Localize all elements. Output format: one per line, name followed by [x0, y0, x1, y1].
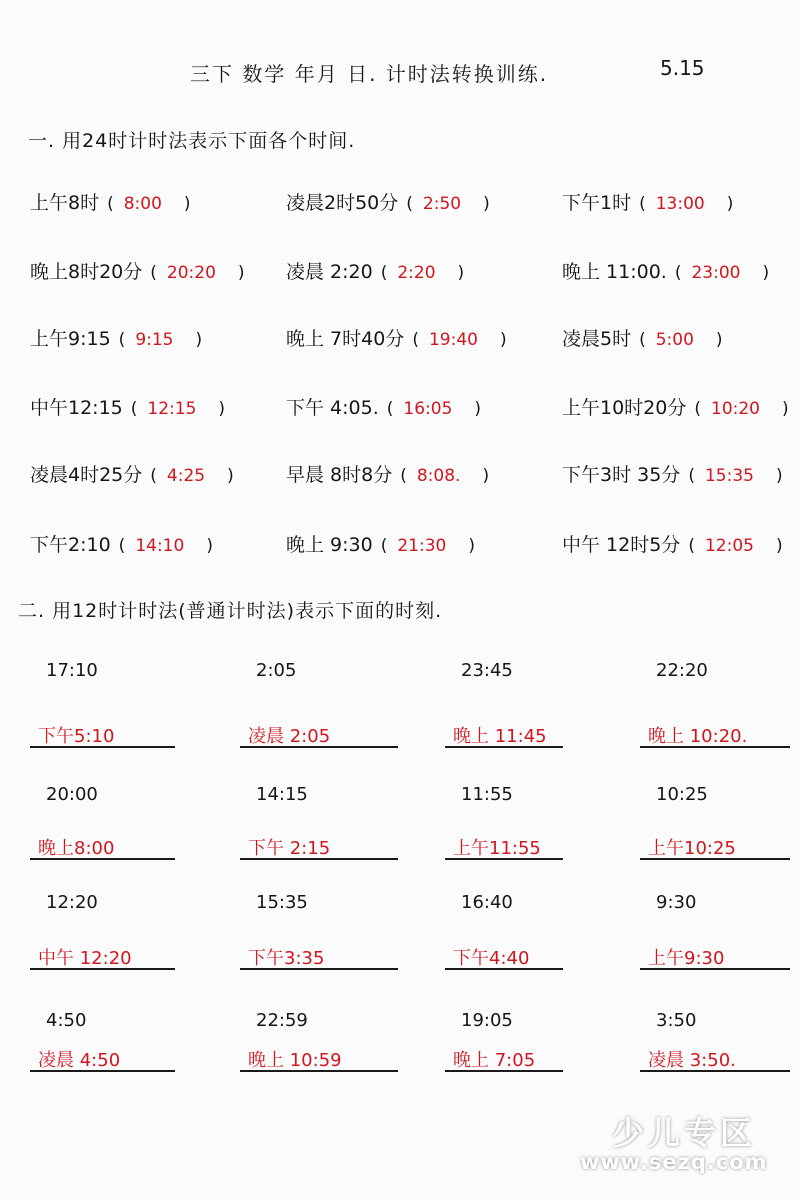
question-time-text: 晚上8时20分 — [30, 261, 143, 283]
question-time-text: 中午 12时5分 — [562, 534, 681, 556]
close-paren: ) — [775, 536, 783, 556]
conversion-item-24h — [286, 530, 475, 557]
open-paren: ( — [386, 399, 394, 419]
answer-underline — [640, 858, 790, 860]
conversion-item-24h — [30, 530, 213, 557]
given-24h-time: 11:55 — [461, 784, 513, 805]
close-paren: ) — [237, 263, 245, 283]
section-1-heading: 一. 用24时计时法表示下面各个时间. — [28, 130, 356, 152]
given-24h-time: 9:30 — [656, 892, 697, 913]
question-time-text: 上午10时20分 — [562, 397, 687, 419]
close-paren: ) — [468, 536, 475, 556]
conversion-item-24h — [286, 393, 481, 420]
handwritten-answer-12h: 晚上 11:45 — [453, 726, 547, 747]
conversion-item-24h — [30, 324, 202, 351]
open-paren: ( — [674, 263, 682, 283]
conversion-item-24h — [562, 393, 789, 420]
handwritten-answer-12h: 上午10:25 — [648, 838, 736, 859]
question-time-text: 下午1时 — [562, 192, 632, 214]
given-24h-time: 17:10 — [46, 660, 98, 681]
close-paren: ) — [483, 194, 490, 214]
given-24h-time: 22:59 — [256, 1010, 308, 1031]
question-time-text: 早晨 8时8分 — [286, 464, 393, 486]
conversion-item-24h — [286, 257, 464, 284]
open-paren: ( — [118, 330, 126, 350]
answer-underline — [240, 746, 398, 748]
handwritten-answer: 15:35 — [704, 466, 754, 486]
handwritten-answer-12h: 上午11:55 — [453, 838, 541, 859]
watermark-url: www.sezq.com — [580, 1150, 768, 1174]
conversion-item-24h — [30, 257, 245, 284]
given-24h-time: 3:50 — [656, 1010, 697, 1031]
close-paren: ) — [227, 466, 234, 486]
handwritten-answer: 5:00 — [655, 330, 694, 350]
question-time-text: 上午9:15 — [30, 328, 111, 350]
handwritten-answer-12h: 凌晨 3:50. — [648, 1050, 736, 1071]
handwritten-answer: 9:15 — [135, 330, 174, 350]
open-paren: ( — [380, 263, 388, 283]
answer-underline — [30, 968, 175, 970]
conversion-item-24h — [562, 257, 769, 284]
handwritten-answer: 2:50 — [422, 194, 462, 214]
handwritten-answer: 14:10 — [135, 536, 185, 556]
handwritten-answer: 4:25 — [166, 466, 206, 486]
open-paren: ( — [639, 330, 646, 350]
handwritten-answer: 23:00 — [691, 263, 741, 283]
answer-underline — [30, 1070, 175, 1072]
handwritten-answer: 20:20 — [166, 263, 216, 283]
given-24h-time: 23:45 — [461, 660, 513, 681]
conversion-item-24h — [30, 188, 191, 215]
given-24h-time: 2:05 — [256, 660, 297, 681]
answer-underline — [640, 1070, 790, 1072]
question-time-text: 凌晨4时25分 — [30, 464, 143, 486]
open-paren: ( — [150, 263, 157, 283]
close-paren: ) — [482, 466, 490, 486]
answer-underline — [640, 968, 790, 970]
section-2-heading: 二. 用12时计时法(普通计时法)表示下面的时刻. — [18, 600, 443, 622]
given-24h-time: 15:35 — [256, 892, 308, 913]
close-paren: ) — [183, 194, 191, 214]
open-paren: ( — [118, 536, 126, 556]
conversion-item-24h — [286, 324, 507, 351]
handwritten-answer-12h: 下午4:40 — [453, 948, 530, 969]
given-24h-time: 4:50 — [46, 1010, 87, 1031]
given-24h-time: 10:25 — [656, 784, 708, 805]
handwritten-answer: 12:15 — [147, 399, 197, 419]
given-24h-time: 19:05 — [461, 1010, 513, 1031]
handwritten-answer-12h: 下午 2:15 — [248, 838, 331, 859]
handwritten-answer: 13:00 — [655, 194, 705, 214]
open-paren: ( — [400, 466, 407, 486]
answer-underline — [240, 968, 398, 970]
open-paren: ( — [639, 194, 646, 214]
handwritten-answer: 8:00 — [123, 194, 162, 214]
open-paren: ( — [107, 194, 114, 214]
question-time-text: 凌晨 2:20 — [286, 261, 373, 283]
handwritten-answer-12h: 凌晨 4:50 — [38, 1050, 121, 1071]
close-paren: ) — [499, 330, 507, 350]
handwritten-answer: 2:20 — [397, 263, 436, 283]
answer-underline — [445, 858, 563, 860]
worksheet-date: 5.15 — [660, 56, 705, 80]
open-paren: ( — [688, 536, 695, 556]
answer-underline — [445, 746, 563, 748]
handwritten-answer: 19:40 — [428, 330, 478, 350]
given-24h-time: 20:00 — [46, 784, 98, 805]
question-time-text: 下午2:10 — [30, 534, 111, 556]
question-time-text: 晚上 7时40分 — [286, 328, 405, 350]
close-paren: ) — [474, 399, 482, 419]
answer-underline — [240, 858, 398, 860]
close-paren: ) — [775, 466, 783, 486]
answer-underline — [445, 1070, 563, 1072]
close-paren: ) — [762, 263, 770, 283]
conversion-item-24h — [286, 460, 489, 487]
close-paren: ) — [195, 330, 203, 350]
open-paren: ( — [380, 536, 388, 556]
handwritten-answer-12h: 晚上8:00 — [38, 838, 115, 859]
question-time-text: 中午12:15 — [30, 397, 123, 419]
question-time-text: 凌晨5时 — [562, 328, 632, 350]
handwritten-answer-12h: 上午9:30 — [648, 948, 725, 969]
conversion-item-24h — [30, 393, 225, 420]
handwritten-answer-12h: 晚上 7:05 — [453, 1050, 536, 1071]
open-paren: ( — [150, 466, 157, 486]
close-paren: ) — [715, 330, 723, 350]
question-time-text: 上午8时 — [30, 192, 100, 214]
answer-underline — [30, 746, 175, 748]
conversion-item-24h — [562, 530, 783, 557]
conversion-item-24h — [562, 460, 783, 487]
question-time-text: 晚上 9:30 — [286, 534, 373, 556]
question-time-text: 下午 4:05. — [286, 397, 379, 419]
handwritten-answer: 10:20 — [711, 399, 760, 419]
conversion-item-24h — [286, 188, 490, 215]
close-paren: ) — [206, 536, 213, 556]
answer-underline — [30, 858, 175, 860]
open-paren: ( — [412, 330, 419, 350]
open-paren: ( — [688, 466, 695, 486]
handwritten-answer-12h: 下午3:35 — [248, 948, 325, 969]
handwritten-answer-12h: 中午 12:20 — [38, 948, 132, 969]
conversion-item-24h — [30, 460, 234, 487]
conversion-item-24h — [562, 188, 733, 215]
handwritten-answer: 12:05 — [704, 536, 754, 556]
open-paren: ( — [130, 399, 138, 419]
worksheet-title: 三下 数学 年月 日. 计时法转换训练. — [190, 62, 549, 86]
close-paren: ) — [218, 399, 226, 419]
answer-underline — [240, 1070, 398, 1072]
handwritten-answer: 8:08. — [416, 466, 461, 486]
close-paren: ) — [726, 194, 734, 214]
open-paren: ( — [694, 399, 701, 419]
handwritten-answer-12h: 晚上 10:20. — [648, 726, 748, 747]
watermark-brand: 少儿专区 — [612, 1114, 757, 1152]
question-time-text: 凌晨2时50分 — [286, 192, 399, 214]
question-time-text: 晚上 11:00. — [562, 261, 667, 283]
handwritten-answer: 21:30 — [397, 536, 447, 556]
given-24h-time: 16:40 — [461, 892, 513, 913]
handwritten-answer-12h: 凌晨 2:05 — [248, 726, 331, 747]
handwritten-answer: 16:05 — [403, 399, 453, 419]
answer-underline — [445, 968, 563, 970]
close-paren: ) — [782, 399, 789, 419]
question-time-text: 下午3时 35分 — [562, 464, 681, 486]
handwritten-answer-12h: 下午5:10 — [38, 726, 115, 747]
given-24h-time: 12:20 — [46, 892, 98, 913]
given-24h-time: 22:20 — [656, 660, 708, 681]
close-paren: ) — [457, 263, 465, 283]
handwritten-answer-12h: 晚上 10:59 — [248, 1050, 342, 1071]
conversion-item-24h — [562, 324, 723, 351]
given-24h-time: 14:15 — [256, 784, 308, 805]
open-paren: ( — [406, 194, 413, 214]
answer-underline — [640, 746, 790, 748]
